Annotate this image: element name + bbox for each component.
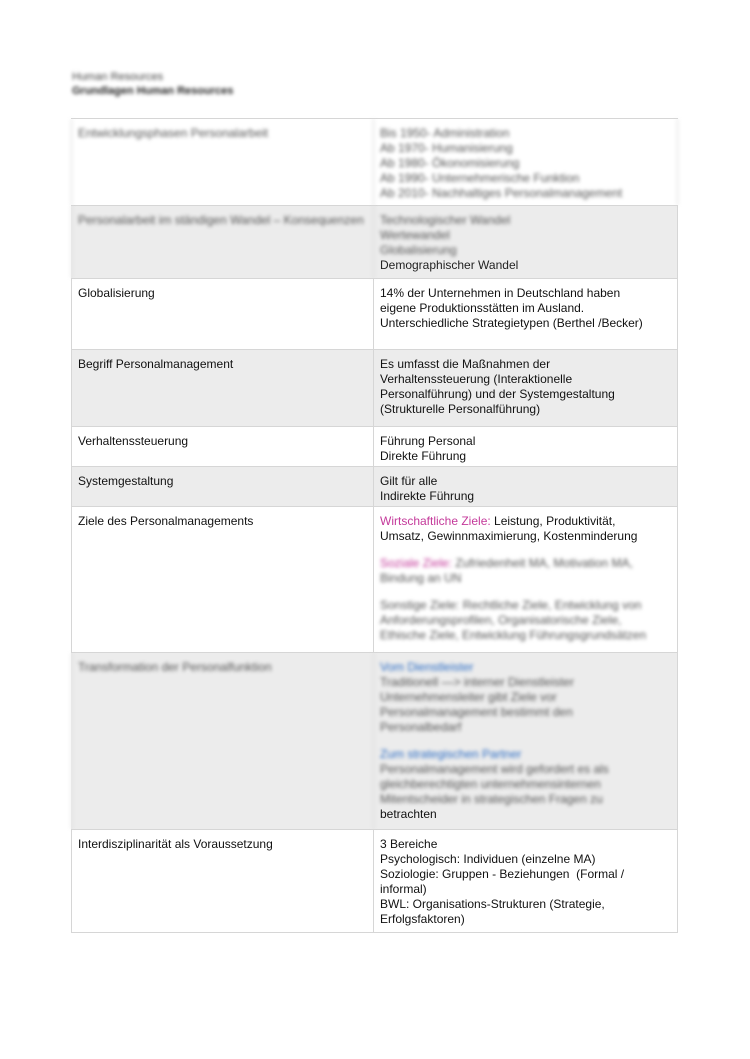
ziele-sozial-text: Zufriedenheit MA, Motivation MA, <box>452 556 633 570</box>
transform-heading: Zum strategischen Partner <box>380 747 522 761</box>
definition-line: Gilt für alle <box>380 474 438 488</box>
term-cell: Ziele des Personalmanagements <box>71 507 374 652</box>
definition-line: BWL: Organisations-Strukturen (Strategie, <box>380 897 605 911</box>
definition-line: Verhaltenssteuerung (Interaktionelle <box>380 372 573 386</box>
definition-cell <box>374 507 678 652</box>
ziele-wirtschaftlich-text: Leistung, Produktivität, <box>490 514 616 528</box>
definition-line: Demographischer Wandel <box>380 258 519 272</box>
term-cell: Entwicklungsphasen Personalarbeit <box>71 119 374 205</box>
definition-line: gleichberechtigten unternehmensinternen <box>380 777 601 791</box>
definition-line: Personalmanagement wird gefordert es als <box>380 762 609 776</box>
definition-line: Ab 1990- Unternehmerische Funktion <box>380 171 580 185</box>
document-category: Human Resources <box>72 71 164 83</box>
document-header <box>72 70 233 98</box>
term-cell: Verhaltenssteuerung <box>71 427 374 466</box>
term-cell: Personalarbeit im ständigen Wandel – Konsequenzen <box>71 206 374 278</box>
term-cell: Begriff Personalmanagement <box>71 350 374 426</box>
definition-line: 14% der Unternehmen in Deutschland haben <box>380 286 621 300</box>
definition-line: 3 Bereiche <box>380 837 438 851</box>
definition-line: betrachten <box>380 807 437 821</box>
ziele-sozial <box>380 556 671 571</box>
ziele-sozial-label: Soziale Ziele: <box>380 556 453 570</box>
definition-line: Soziologie: Gruppen - Beziehungen (Formal / <box>380 867 625 881</box>
definition-line: eigene Produktionsstätten im Ausland. <box>380 301 585 315</box>
definition-line: (Strukturelle Personalführung) <box>380 402 541 416</box>
definition-cell <box>374 653 678 829</box>
table-row <box>71 427 678 467</box>
definition-line: Globalisierung <box>380 243 457 257</box>
definition-line: Personalführung) und der Systemgestaltung <box>380 387 615 401</box>
ziele-wirtschaftlich <box>380 514 671 529</box>
definition-cell <box>374 467 678 506</box>
definition-line: Psychologisch: Individuen (einzelne MA) <box>380 852 596 866</box>
definition-cell <box>374 119 678 205</box>
definition-line: Unterschiedliche Strategietypen (Berthel /Becker) <box>380 316 643 330</box>
term-cell: Transformation der Personalfunktion <box>71 653 374 829</box>
definition-line: Ab 1970- Humanisierung <box>380 141 513 155</box>
table-row <box>71 467 678 507</box>
term-cell: Interdisziplinarität als Voraussetzung <box>71 830 374 932</box>
table-row <box>71 119 678 206</box>
definition-cell <box>374 279 678 349</box>
definition-cell <box>374 427 678 466</box>
ziele-wirtschaftlich-label: Wirtschaftliche Ziele: <box>380 514 491 528</box>
definition-line: Erfolgsfaktoren) <box>380 912 465 926</box>
table-row <box>71 279 678 350</box>
definition-line: Bis 1950- Administration <box>380 126 510 140</box>
definition-line: Ethische Ziele, Entwicklung Führungsgrundsätzen <box>380 628 647 642</box>
definition-line: Ab 2010- Nachhaltiges Personalmanagement <box>380 186 623 200</box>
definition-line: Es umfasst die Maßnahmen der <box>380 357 551 371</box>
term-cell: Globalisierung <box>71 279 374 349</box>
definition-line: Mitentscheider in strategischen Fragen zu <box>380 792 603 806</box>
table-row <box>71 830 678 933</box>
transform-heading: Vom Dienstleister <box>380 660 474 674</box>
definition-line: Personalmanagement bestimmt den <box>380 705 573 719</box>
definition-cell <box>374 350 678 426</box>
definition-line: Unternehmensleiter gibt Ziele vor <box>380 690 557 704</box>
table-row <box>71 507 678 653</box>
definition-line: Anforderungsprofilen, Organisatorische Ziele, <box>380 613 622 627</box>
definition-line: Führung Personal <box>380 434 476 448</box>
document-title: Grundlagen Human Resources <box>72 85 234 97</box>
definition-line: Umsatz, Gewinnmaximierung, Kostenminderung <box>380 529 638 543</box>
definition-line: Traditionell —> interner Dienstleister <box>380 675 574 689</box>
glossary-table <box>71 118 678 933</box>
definition-cell <box>374 830 678 932</box>
definition-line: informal) <box>380 882 427 896</box>
term-cell: Systemgestaltung <box>71 467 374 506</box>
definition-line: Indirekte Führung <box>380 489 475 503</box>
definition-line: Wertewandel <box>380 228 450 242</box>
definition-line: Sonstige Ziele: Rechtliche Ziele, Entwicklung von <box>380 598 642 612</box>
definition-line: Direkte Führung <box>380 449 467 463</box>
table-row <box>71 350 678 427</box>
definition-line: Ab 1980- Ökonomisierung <box>380 156 520 170</box>
table-row <box>71 206 678 279</box>
table-row <box>71 653 678 830</box>
definition-line: Bindung an UN <box>380 571 462 585</box>
definition-cell <box>374 206 678 278</box>
definition-line: Technologischer Wandel <box>380 213 511 227</box>
definition-line: Personalbedarf <box>380 720 462 734</box>
